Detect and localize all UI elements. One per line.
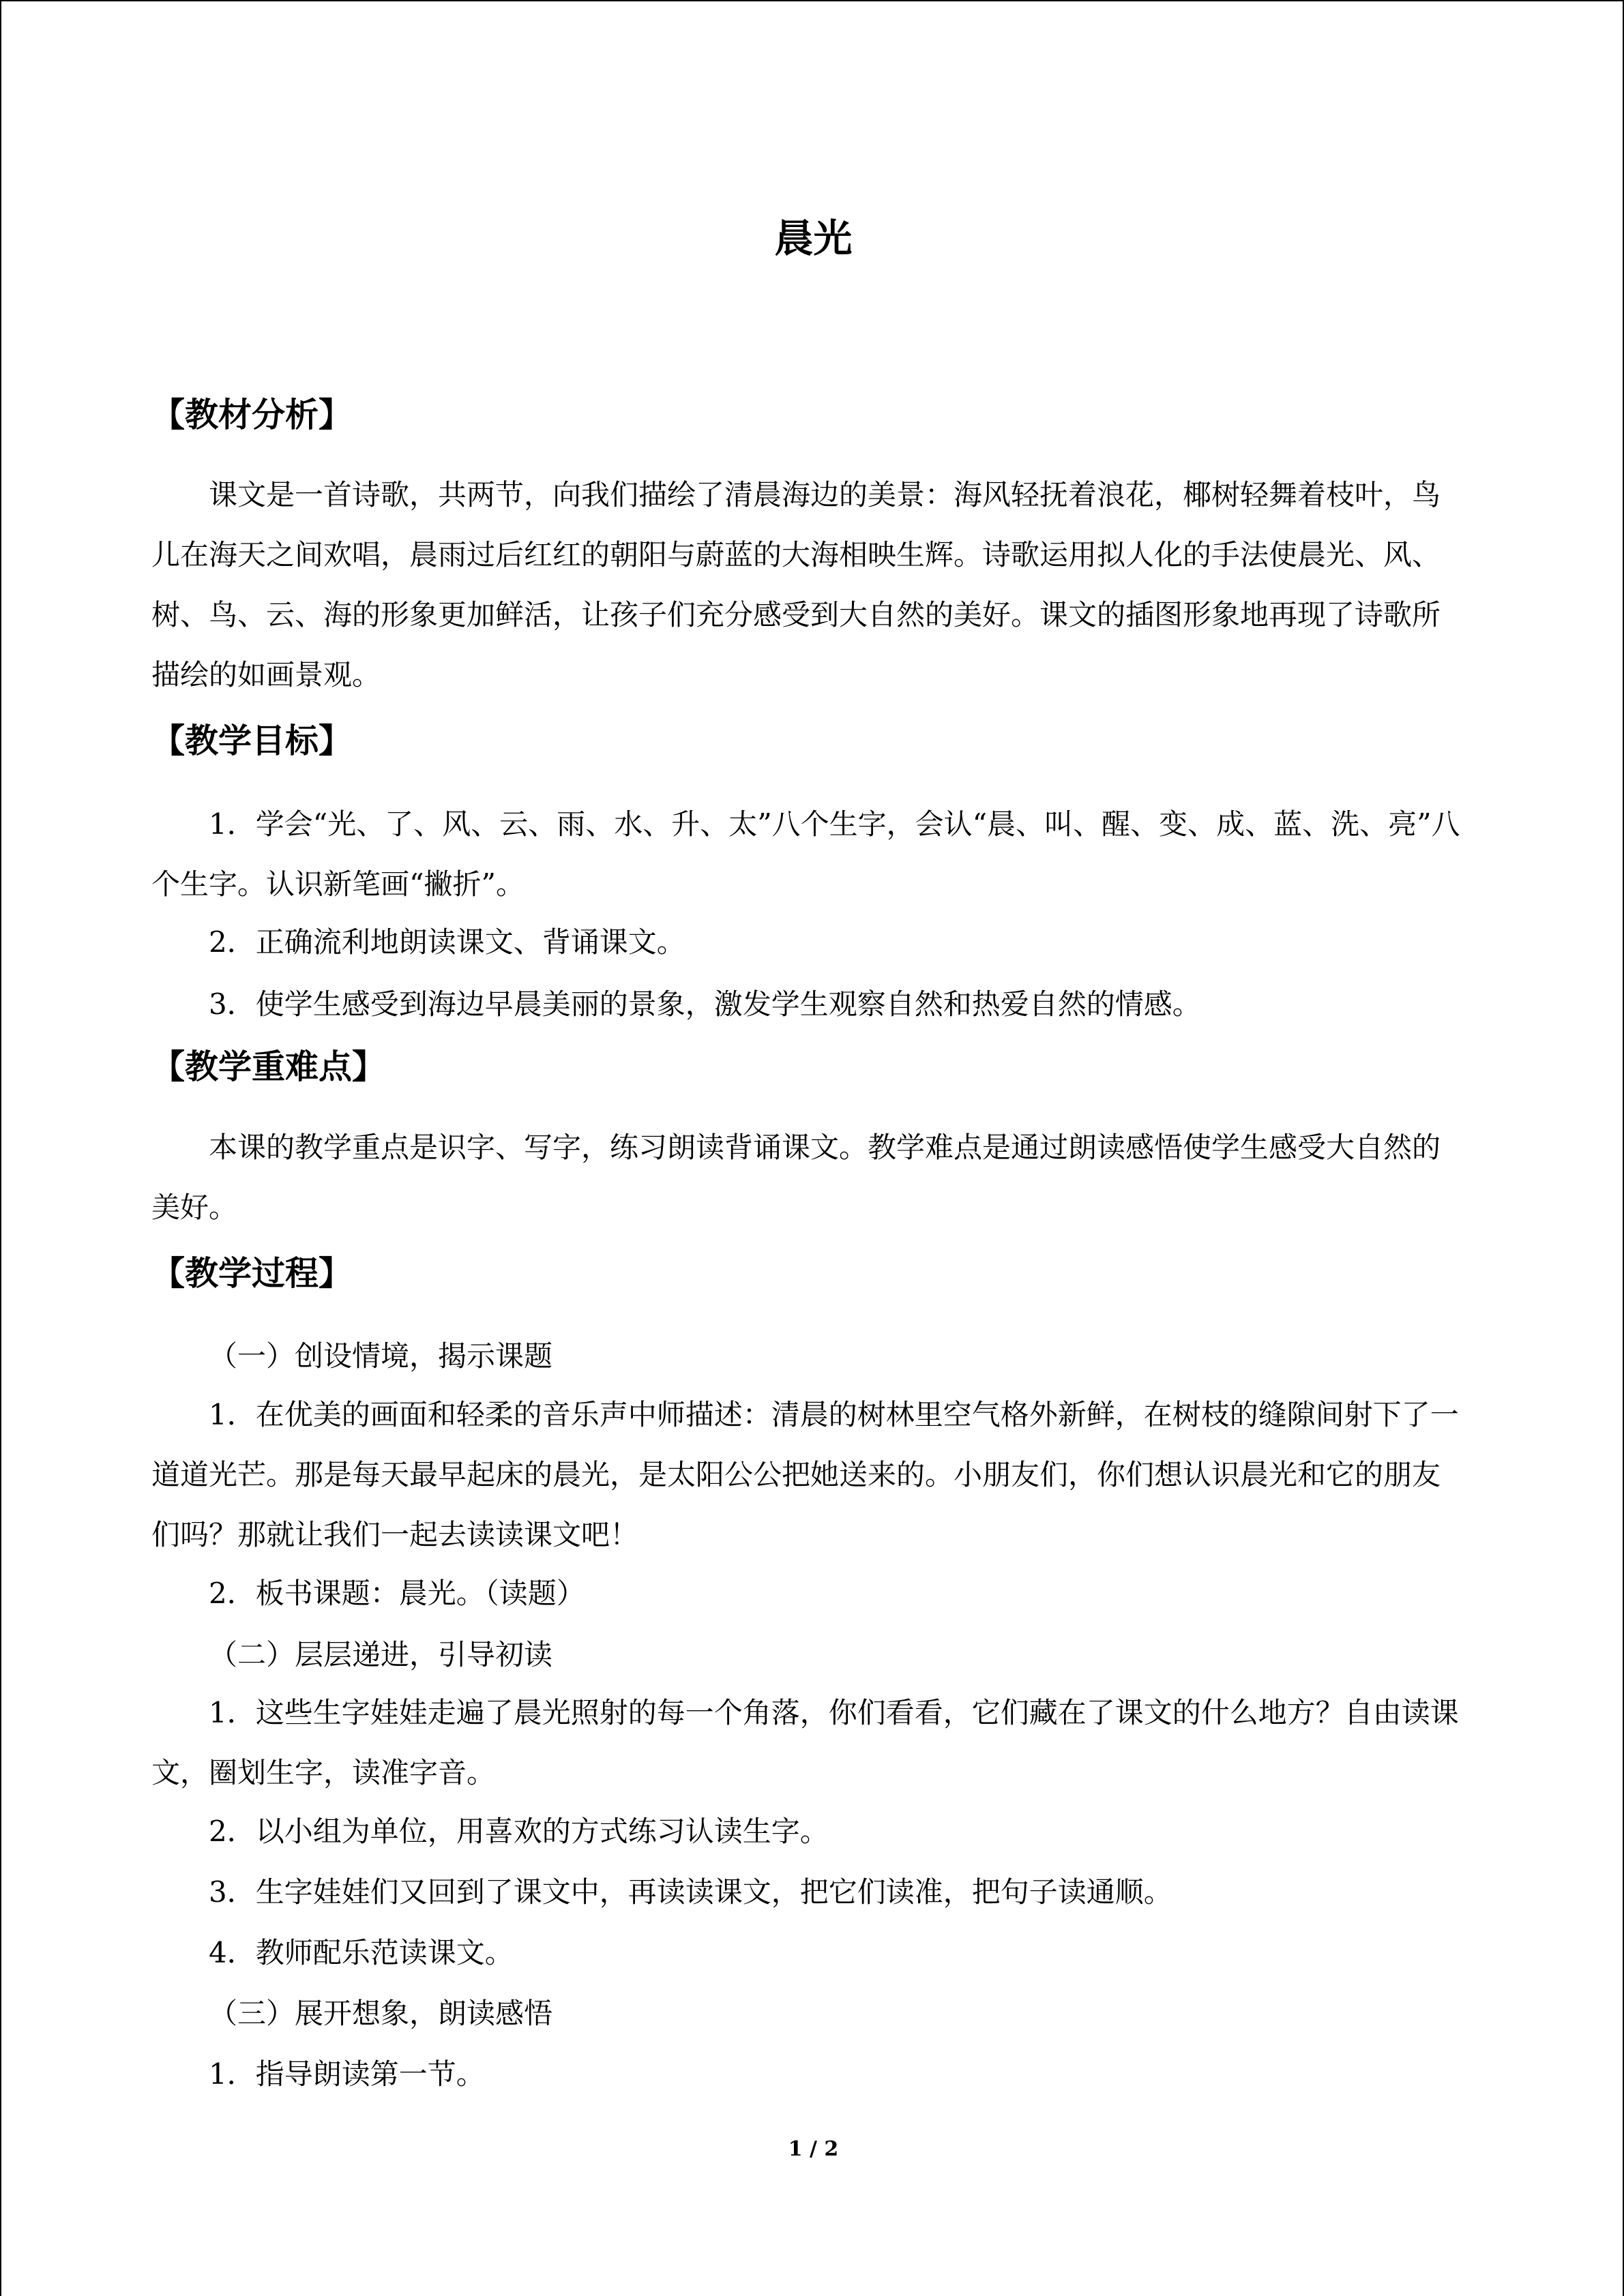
section-heading-analysis: 【教材分析】 xyxy=(151,396,353,434)
section-heading-key-points: 【教学重难点】 xyxy=(151,1047,386,1086)
goal-item-2: 2．正确流利地朗读课文、背诵课文。 xyxy=(209,925,685,959)
page-number: 1 / 2 xyxy=(788,2137,839,2161)
process-part2-title: （二）层层递进，引导初读 xyxy=(209,1638,553,1671)
document-title: 晨光 xyxy=(774,216,853,261)
goal-item-1: 1．学会“光、了、风、云、雨、水、升、太”八个生字，会认“晨、叫、醒、变、成、蓝、洗、亮”八个生字。认识新笔画“撇折”。 xyxy=(151,807,1460,901)
goal-item-3: 3．使学生感受到海边早晨美丽的景象，激发学生观察自然和热爱自然的情感。 xyxy=(209,987,1201,1021)
process-part1-title: （一）创设情境，揭示课题 xyxy=(209,1339,553,1373)
process-part1-item1: 1．在优美的画面和轻柔的音乐声中师描述：清晨的树林里空气格外新鲜，在树枝的缝隙间射下了一道道光芒。那是每天最早起床的晨光，是太阳公公把她送来的。小朋友们，你们想认识晨光和它的朋友们吗？那就让我们一起去读读课文吧！ xyxy=(151,1398,1459,1551)
section-heading-process: 【教学过程】 xyxy=(151,1254,353,1293)
analysis-paragraph: 课文是一首诗歌，共两节，向我们描绘了清晨海边的美景：海风轻抚着浪花，椰树轻舞着枝叶，鸟儿在海天之间欢唱，晨雨过后红红的朝阳与蔚蓝的大海相映生辉。诗歌运用拟人化的手法使晨光、风、树、鸟、云、海的形象更加鲜活，让孩子们充分感受到大自然的美好。课文的插图形象地再现了诗歌所描绘的如画景观。 xyxy=(151,478,1441,691)
process-part2-item3: 3．生字娃娃们又回到了课文中，再读读课文，把它们读准，把句子读通顺。 xyxy=(209,1875,1172,1909)
process-part1-item2: 2．板书课题：晨光。（读题） xyxy=(209,1577,585,1610)
process-part2-item4: 4．教师配乐范读课文。 xyxy=(209,1936,514,1969)
process-part3-item1: 1．指导朗读第一节。 xyxy=(209,2057,485,2091)
process-part2-item2: 2．以小组为单位，用喜欢的方式练习认读生字。 xyxy=(209,1815,829,1848)
process-part2-item1: 1．这些生字娃娃走遍了晨光照射的每一个角落，你们看看，它们藏在了课文的什么地方？自由读课文，圈划生字，读准字音。 xyxy=(151,1696,1459,1789)
section-heading-goals: 【教学目标】 xyxy=(151,721,353,760)
process-part3-title: （三）展开想象，朗读感悟 xyxy=(209,1997,553,2030)
key-points-paragraph: 本课的教学重点是识字、写字，练习朗读背诵课文。教学难点是通过朗读感悟使学生感受大自然的美好。 xyxy=(151,1131,1441,1224)
